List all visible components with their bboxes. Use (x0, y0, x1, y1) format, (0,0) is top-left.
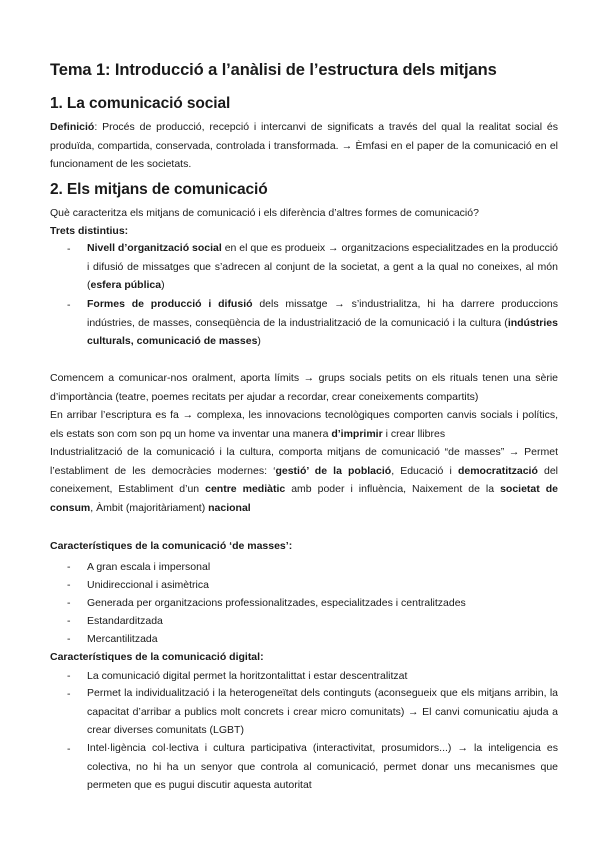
para-bold: societat de consum (50, 483, 558, 515)
bullet-dash: - (67, 299, 71, 311)
paragraph-oral: Comencem a comunicar-nos oralment, aporta límits → grups socials petits on els rituals tenen una sèrie d’importància (teatre, poemes recitats per ajudar a recordar, crear coneixements compartits) (50, 372, 558, 403)
para-bold: nacional (208, 502, 251, 515)
masses-item: Unidireccional i asimètrica (87, 579, 209, 591)
bullet-dash: - (67, 670, 71, 682)
masses-item: Mercantilitzada (87, 633, 158, 645)
masses-item: A gran escala i impersonal (87, 561, 211, 573)
para-text: Industrialització de la comunicació i la cultura, comporta mitjans de comunicació “de masses” → Permet l’establiment de les democràcies modernes: ‘ (50, 446, 558, 477)
page-title: Tema 1: Introducció a l’anàlisi de l’estructura dels mitjans (50, 61, 497, 79)
masses-item: Generada per organitzacions professionalitzades, especialitzades i centralitzades (87, 597, 466, 609)
para-text: i crear llibres (382, 427, 446, 440)
trait-tail: ) (161, 279, 165, 292)
trait-bold: Nivell d’organització social (87, 242, 222, 254)
para-text: , Educació i (391, 464, 458, 477)
traits-label: Trets distintius: (50, 225, 129, 237)
bullet-dash: - (67, 633, 71, 645)
bullet-dash: - (67, 597, 71, 609)
question-text: Què caracteritza els mitjans de comunicació i els diferència d’altres formes de comunicació? (50, 207, 479, 219)
bullet-dash: - (67, 688, 71, 700)
trait-bold: Formes de producció i difusió (87, 298, 253, 310)
para-text: , Àmbit (majoritàriament) (90, 502, 209, 515)
paragraph-writing (50, 406, 558, 443)
trait-tail: ) (257, 335, 261, 348)
trait-item (87, 239, 558, 295)
bullet-dash: - (67, 561, 71, 573)
trait-bold-2: esfera pública (90, 279, 162, 292)
section-2-heading: 2. Els mitjans de comunicació (50, 181, 268, 198)
digital-item: Permet la individualització i la heterogeneïtat dels continguts (aconsegueix que els mitjans arribin, la capacitat d’arribar a publics molt concrets i crear micro comunitats) → El canvi comunicatiu ajuda a crear diverses comunitats (LGBT) (87, 687, 558, 737)
digital-item: Intel·ligència col·lectiva i cultura participativa (interactivitat, prosumidors...) → la inteligencia es colectiva, no hi ha un senyor que controla al comunicació, permet donar uns mecanismes que permeten que es pugui discutir aquesta autoritat (87, 742, 558, 792)
digital-item: La comunicació digital permet la horitzontalittat i estar descentralitzat (87, 670, 408, 682)
section-1-heading: 1. La comunicació social (50, 95, 231, 112)
bullet-dash: - (67, 579, 71, 591)
trait-item (87, 295, 558, 351)
digital-label: Característiques de la comunicació digital: (50, 651, 264, 663)
bullet-dash: - (67, 615, 71, 627)
bullet-dash: - (67, 743, 71, 755)
trait-bold-2: indústries culturals, comunicació de masses (87, 316, 558, 348)
definition-label: Definició (50, 121, 95, 133)
bullet-dash: - (67, 243, 71, 255)
trait-text: en el que es produeix → organitzacions especialitzades en la producció i difusió de missatges que s’adrecen al conjunt de la societat, a gent a la qual no coneixes, al món ( (87, 242, 559, 292)
para-bold: centre mediàtic (205, 483, 286, 496)
masses-label: Característiques de la comunicació ‘de masses’: (50, 540, 293, 552)
definition-paragraph (50, 118, 558, 174)
trait-text: dels missatge → s’industrialitza, hi ha darrere produccions indústries, de masses, conseqüència de la industrialització de la comunicació i la cultura ( (87, 298, 559, 329)
paragraph-industrialization (50, 443, 558, 518)
definition-text: : Procés de producció, recepció i intercanvi de significats a través del qual la realitat social és produïda, compartida, conservada, controlada i transformada. → Èmfasi en el paper de la comunicació en el funcionament de les societats. (50, 121, 558, 171)
para-bold: democratització (457, 464, 538, 477)
para-text: del coneixement, Establiment d’un (50, 464, 559, 496)
para-bold: gestió’ de la població (275, 464, 392, 477)
masses-item: Estandarditzada (87, 615, 163, 627)
para-text: En arribar l’escriptura es fa → complexa, les innovacions tecnològiques comporten canvis socials i polítics, els estats son com son pq un home va inventar una manera (50, 409, 558, 440)
para-text: amb poder i influència, Naixement de la (285, 483, 501, 496)
para-bold: d’imprimir (331, 427, 383, 440)
